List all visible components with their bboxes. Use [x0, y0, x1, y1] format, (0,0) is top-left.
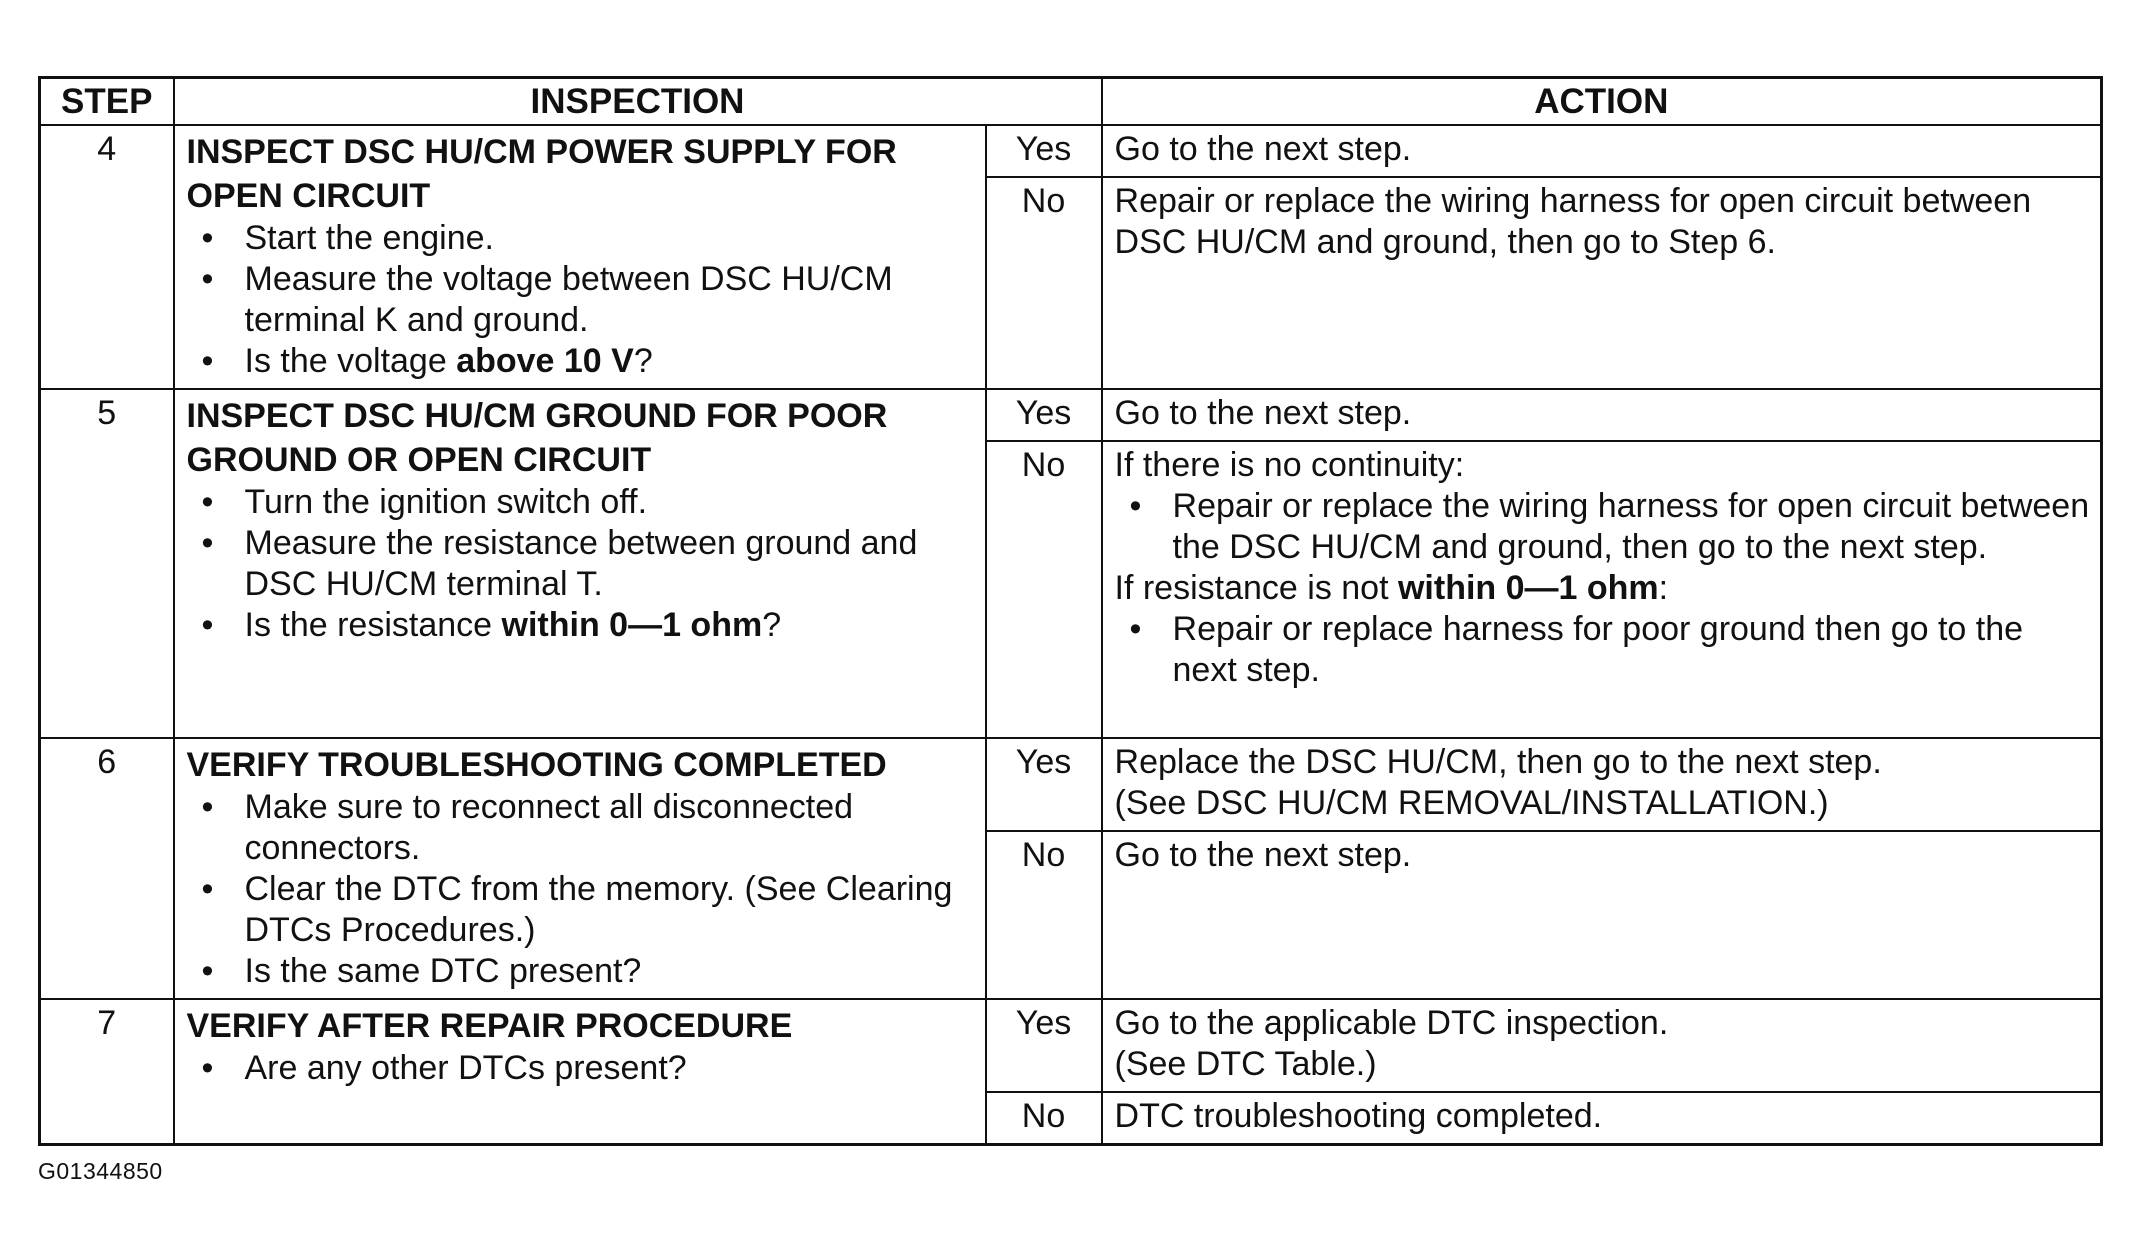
- header-action: ACTION: [1102, 78, 2102, 126]
- step-number: 5: [40, 389, 174, 738]
- bullet-item: • Start the engine.: [245, 218, 975, 259]
- step-number: 4: [40, 125, 174, 389]
- bullet-item: • Measure the voltage between DSC HU/CM terminal K and ground.: [245, 259, 975, 341]
- bullet-item: [245, 605, 975, 646]
- no-action: Repair or replace the wiring harness for open circuit between DSC HU/CM and ground, then go to Step 6.: [1102, 177, 2102, 389]
- condition-text: If resistance is not: [1114, 569, 1398, 607]
- question-mark: ?: [633, 342, 653, 380]
- inspection-title: VERIFY TROUBLESHOOTING COMPLETED: [186, 746, 887, 784]
- step-number: 7: [40, 999, 174, 1145]
- yes-action-line: Replace the DSC HU/CM, then go to the next step.: [1114, 743, 1882, 781]
- no-action-condition: If there is no continuity:: [1114, 446, 1465, 484]
- question-mark: ?: [762, 606, 782, 644]
- no-label: No: [986, 441, 1102, 738]
- step-5-yes-row: [40, 389, 2102, 441]
- bullet-item: • Measure the resistance between ground and DSC HU/CM terminal T.: [245, 523, 975, 605]
- inspection-title: INSPECT DSC HU/CM POWER SUPPLY FOR OPEN CIRCUIT: [186, 133, 897, 215]
- bullet-item: • Make sure to reconnect all disconnected connectors.: [245, 787, 975, 869]
- no-action: [1102, 441, 2102, 738]
- bullet-item: • Turn the ignition switch off.: [245, 482, 975, 523]
- inspection-cell: [174, 389, 986, 738]
- inspection-cell: [174, 125, 986, 389]
- no-action: Go to the next step.: [1102, 831, 2102, 999]
- yes-label: Yes: [986, 125, 1102, 177]
- no-action-condition: [1115, 568, 2091, 609]
- bullet-item: • Repair or replace harness for poor ground then go to the next step.: [1173, 609, 2091, 691]
- figure-id: G01344850: [38, 1158, 163, 1184]
- yes-label: Yes: [986, 738, 1102, 831]
- diagnostic-procedure-table: [38, 76, 2103, 1146]
- no-action-bullets: [1115, 486, 2091, 568]
- inspection-cell: [174, 999, 986, 1145]
- condition-spec: within 0—1 ohm: [1397, 569, 1659, 607]
- step-6-yes-row: [40, 738, 2102, 831]
- inspection-title: INSPECT DSC HU/CM GROUND FOR POOR GROUND OR OPEN CIRCUIT: [186, 397, 888, 479]
- header-row: [40, 78, 2102, 126]
- yes-action-reference: (See DTC Table.): [1114, 1045, 1377, 1083]
- bullet-item: [245, 341, 975, 382]
- yes-action-line: Go to the applicable DTC inspection.: [1114, 1004, 1669, 1042]
- question-spec: within 0—1 ohm: [501, 606, 763, 644]
- question-spec: above 10 V: [456, 342, 634, 380]
- yes-action-reference: (See DSC HU/CM REMOVAL/INSTALLATION.): [1114, 784, 1829, 822]
- yes-action: Go to the next step.: [1102, 389, 2102, 441]
- bullet-item: • Repair or replace the wiring harness for open circuit between the DSC HU/CM and ground, then go to the next step.: [1173, 486, 2091, 568]
- condition-colon: :: [1658, 569, 1669, 607]
- step-7-yes-row: [40, 999, 2102, 1092]
- inspection-cell: [174, 738, 986, 999]
- inspection-bullets: [187, 1048, 975, 1089]
- yes-action: Go to the next step.: [1102, 125, 2102, 177]
- header-inspection: INSPECTION: [174, 78, 1102, 126]
- inspection-title: VERIFY AFTER REPAIR PROCEDURE: [186, 1007, 793, 1045]
- yes-label: Yes: [986, 389, 1102, 441]
- inspection-bullets: [187, 482, 975, 646]
- question-text: Is the resistance: [244, 606, 502, 644]
- no-label: No: [986, 177, 1102, 389]
- no-action-bullets: [1115, 609, 2091, 691]
- step-4-yes-row: [40, 125, 2102, 177]
- no-label: No: [986, 1092, 1102, 1145]
- no-label: No: [986, 831, 1102, 999]
- question-text: Is the voltage: [244, 342, 457, 380]
- inspection-bullets: [187, 218, 975, 382]
- yes-action: [1102, 738, 2102, 831]
- bullet-item: • Are any other DTCs present?: [245, 1048, 975, 1089]
- yes-label: Yes: [986, 999, 1102, 1092]
- step-number: 6: [40, 738, 174, 999]
- no-action: DTC troubleshooting completed.: [1102, 1092, 2102, 1145]
- bullet-item: • Is the same DTC present?: [245, 951, 975, 992]
- inspection-bullets: [187, 787, 975, 992]
- header-step: STEP: [40, 78, 174, 126]
- bullet-item: • Clear the DTC from the memory. (See Clearing DTCs Procedures.): [245, 869, 975, 951]
- yes-action: [1102, 999, 2102, 1092]
